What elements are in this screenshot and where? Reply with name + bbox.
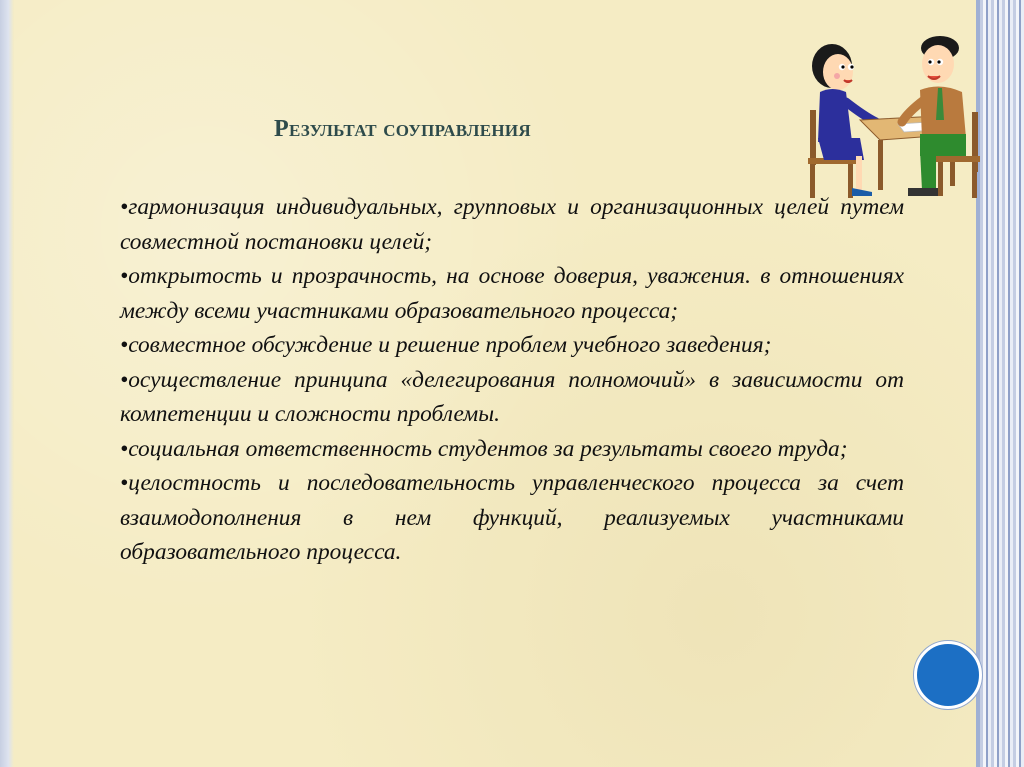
chair-back-icon <box>810 110 816 165</box>
list-item: •гармонизация индивидуальных, групповых и организационных целей путем совместной постановки целей; <box>120 194 904 255</box>
list-item: •осуществление принципа «делегирования полномочий» в зависимости от компетенции и сложности проблемы. <box>120 366 904 427</box>
list-item: •социальная ответственность студентов за результаты своего труда; <box>120 435 848 462</box>
blue-circle-icon <box>914 641 982 709</box>
slide-title: Результат соуправления <box>274 116 531 142</box>
two-people-at-desk-illustration <box>790 20 990 205</box>
list-item: •целостность и последовательность управленческого процесса за счет взаимодополнения в нем функций, реализуемых участниками образовательного процесса. <box>120 470 904 565</box>
list-item: •совместное обсуждение и решение проблем учебного заведения; <box>120 332 772 358</box>
list-item: •открытость и прозрачность, на основе доверия, уважения. в отношениях между всеми участниками образовательного процесса; <box>120 263 904 324</box>
left-frame-border <box>0 0 14 767</box>
bullet-list <box>120 190 904 570</box>
